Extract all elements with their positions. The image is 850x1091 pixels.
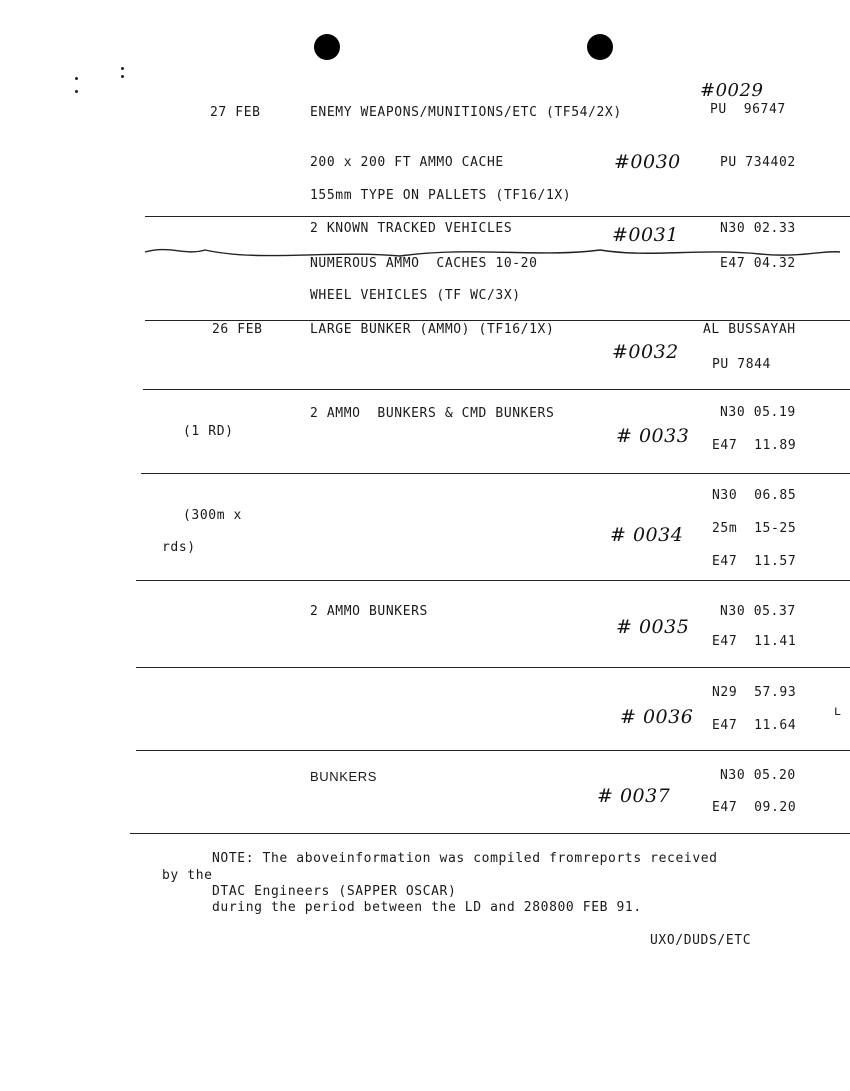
divider <box>145 320 850 321</box>
row-5-desc: 2 AMMO BUNKERS & CMD BUNKERS <box>310 406 555 421</box>
row-5-left: (1 RD) <box>183 424 234 439</box>
row-9-desc: BUNKERS <box>310 769 378 784</box>
row-7-desc: 2 AMMO BUNKERS <box>310 604 428 619</box>
row-3-desc-3: WHEEL VEHICLES (TF WC/3X) <box>310 288 521 303</box>
note-line-3: DTAC Engineers (SAPPER OSCAR) <box>212 884 457 899</box>
handwritten-doc-ref: #0029 <box>700 80 764 101</box>
row-6-coord-2: E47 11.57 <box>712 554 797 569</box>
row-3-coord-2: E47 04.32 <box>720 256 796 271</box>
row-6-left: (300m x <box>183 508 242 523</box>
row-2-coord: PU 734402 <box>720 155 796 170</box>
row-5-coord-2: E47 11.89 <box>712 438 797 453</box>
row-6-left-2: rds) <box>162 540 196 555</box>
divider <box>141 473 850 474</box>
row-6-ref: # 0034 <box>610 524 684 546</box>
row-6-coord: N30 06.85 <box>712 488 797 503</box>
row-4-date: 26 FEB <box>212 322 263 337</box>
row-3-coord: N30 02.33 <box>720 221 796 236</box>
row-1-coord: PU 96747 <box>710 102 786 117</box>
row-9-ref: # 0037 <box>597 785 671 807</box>
row-3-desc-2: NUMEROUS AMMO CACHES 10-20 <box>310 256 538 271</box>
note-line-4: during the period between the LD and 280800 FEB 91. <box>212 900 642 915</box>
row-8-coord: N29 57.93 <box>712 685 797 700</box>
row-7-coord-2: E47 11.41 <box>712 634 797 649</box>
row-5-coord: N30 05.19 <box>720 405 796 420</box>
divider <box>136 667 850 668</box>
row-4-desc: LARGE BUNKER (AMMO) (TF16/1X) <box>310 322 555 337</box>
row-1-desc: ENEMY WEAPONS/MUNITIONS/ETC (TF54/2X) <box>310 105 622 120</box>
row-7-coord: N30 05.37 <box>720 604 796 619</box>
row-8-coord-2: E47 11.64 <box>712 718 797 733</box>
row-4-coord: AL BUSSAYAH <box>703 322 796 337</box>
row-6-coord-mid: 25m 15-25 <box>712 521 797 536</box>
note-line-1: NOTE: The aboveinformation was compiled fromreports received <box>212 851 718 866</box>
row-2-desc-2: 155mm TYPE ON PALLETS (TF16/1X) <box>310 188 572 203</box>
divider <box>136 580 850 581</box>
row-3-ref: #0031 <box>612 224 679 246</box>
row-4-coord-2: PU 7844 <box>712 357 771 372</box>
row-4-ref: #0032 <box>612 341 679 363</box>
row-1-date: 27 FEB <box>210 105 261 120</box>
row-9-coord: N30 05.20 <box>720 768 796 783</box>
row-2-desc: 200 x 200 FT AMMO CACHE <box>310 155 504 170</box>
divider <box>130 833 850 834</box>
row-5-ref: # 0033 <box>616 425 690 447</box>
row-2-ref: #0030 <box>614 151 681 173</box>
note-line-2: by the <box>162 868 213 883</box>
row-8-ref: # 0036 <box>620 706 694 728</box>
divider <box>136 750 850 751</box>
row-7-ref: # 0035 <box>616 616 690 638</box>
row-3-desc: 2 KNOWN TRACKED VEHICLES <box>310 221 513 236</box>
stray-mark: ʟ <box>834 704 841 719</box>
row-9-coord-2: E47 09.20 <box>712 800 797 815</box>
divider <box>143 389 850 390</box>
footer-label: UXO/DUDS/ETC <box>650 933 752 948</box>
